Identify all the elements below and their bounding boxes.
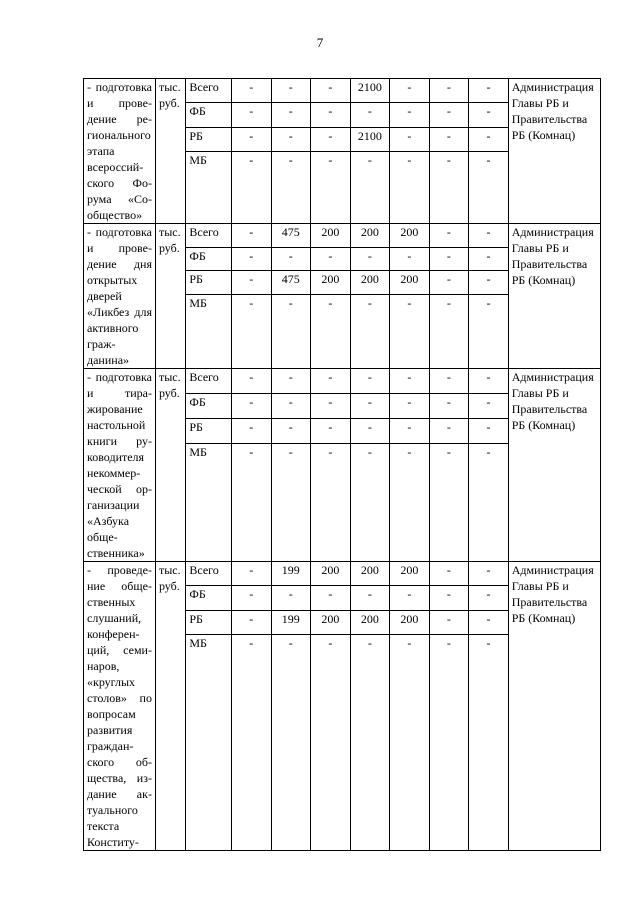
amount-cell: -: [469, 224, 509, 248]
amount-cell: -: [231, 444, 271, 562]
amount-cell: 200: [350, 271, 390, 295]
amount-cell: -: [390, 103, 430, 127]
amount-cell: -: [271, 79, 311, 103]
funding-source: ФБ: [186, 103, 232, 127]
amount-cell: -: [271, 444, 311, 562]
amount-cell: -: [429, 419, 469, 444]
amount-cell: -: [271, 127, 311, 151]
amount-cell: 199: [271, 610, 311, 634]
funding-source: РБ: [186, 610, 232, 634]
amount-cell: -: [350, 247, 390, 271]
amount-cell: -: [311, 419, 351, 444]
table-row: [84, 224, 601, 248]
amount-cell: -: [311, 634, 351, 850]
amount-cell: -: [350, 634, 390, 850]
amount-cell: 475: [271, 224, 311, 248]
amount-cell: -: [271, 103, 311, 127]
amount-cell: -: [311, 369, 351, 394]
activity-description: - подготовка и проведение регионального этапа всероссийского Форума «Сообщество»: [84, 79, 156, 224]
funding-source: РБ: [186, 127, 232, 151]
amount-cell: -: [429, 562, 469, 586]
amount-cell: -: [429, 369, 469, 394]
funding-source: Всего: [186, 562, 232, 586]
amount-cell: -: [271, 586, 311, 610]
amount-cell: -: [429, 294, 469, 368]
amount-cell: -: [231, 369, 271, 394]
amount-cell: -: [311, 151, 351, 223]
amount-cell: -: [271, 369, 311, 394]
responsible-executor: Администрация Главы РБ и Правительства РБ (Комнац): [508, 562, 600, 851]
amount-cell: -: [390, 369, 430, 394]
amount-cell: -: [271, 394, 311, 419]
amount-cell: -: [390, 127, 430, 151]
funding-source: Всего: [186, 224, 232, 248]
table-row: [84, 562, 601, 586]
amount-cell: -: [390, 247, 430, 271]
amount-cell: -: [469, 151, 509, 223]
responsible-executor: Администрация Главы РБ и Правительства РБ (Комнац): [508, 369, 600, 562]
funding-source: ФБ: [186, 247, 232, 271]
funding-source: МБ: [186, 634, 232, 850]
amount-cell: -: [231, 127, 271, 151]
amount-cell: -: [429, 271, 469, 295]
funding-source: ФБ: [186, 586, 232, 610]
amount-cell: -: [469, 419, 509, 444]
funding-source: МБ: [186, 444, 232, 562]
amount-cell: -: [231, 610, 271, 634]
unit-cell: тыс. руб.: [155, 562, 185, 851]
amount-cell: 200: [350, 224, 390, 248]
amount-cell: -: [311, 586, 351, 610]
funding-source: РБ: [186, 419, 232, 444]
funding-source: МБ: [186, 294, 232, 368]
amount-cell: 2100: [350, 127, 390, 151]
amount-cell: -: [469, 369, 509, 394]
amount-cell: -: [429, 247, 469, 271]
amount-cell: -: [271, 247, 311, 271]
amount-cell: -: [231, 562, 271, 586]
amount-cell: -: [469, 562, 509, 586]
amount-cell: -: [350, 103, 390, 127]
amount-cell: -: [390, 586, 430, 610]
amount-cell: -: [231, 247, 271, 271]
amount-cell: -: [231, 271, 271, 295]
budget-table-body: [84, 79, 601, 851]
amount-cell: -: [429, 127, 469, 151]
amount-cell: -: [350, 419, 390, 444]
amount-cell: -: [311, 103, 351, 127]
amount-cell: -: [350, 394, 390, 419]
funding-source: МБ: [186, 151, 232, 223]
amount-cell: -: [231, 103, 271, 127]
activity-description: - проведение общественных слушаний, конференций, семинаров, «круглых столов» по вопросам развития гражданского общества, издание актуального текста Конститу-: [84, 562, 156, 851]
amount-cell: -: [469, 127, 509, 151]
amount-cell: -: [429, 610, 469, 634]
amount-cell: -: [231, 224, 271, 248]
amount-cell: -: [469, 610, 509, 634]
table-row: [84, 369, 601, 394]
amount-cell: -: [311, 79, 351, 103]
amount-cell: -: [231, 586, 271, 610]
amount-cell: -: [429, 103, 469, 127]
amount-cell: -: [390, 394, 430, 419]
amount-cell: 200: [311, 224, 351, 248]
amount-cell: -: [271, 634, 311, 850]
unit-cell: тыс. руб.: [155, 369, 185, 562]
unit-cell: тыс. руб.: [155, 224, 185, 369]
amount-cell: -: [231, 419, 271, 444]
amount-cell: -: [469, 394, 509, 419]
amount-cell: 200: [350, 610, 390, 634]
amount-cell: -: [469, 444, 509, 562]
amount-cell: -: [469, 247, 509, 271]
amount-cell: -: [350, 444, 390, 562]
amount-cell: -: [390, 634, 430, 850]
budget-table: [83, 78, 601, 851]
responsible-executor: Администрация Главы РБ и Правительства РБ (Комнац): [508, 224, 600, 369]
amount-cell: -: [390, 419, 430, 444]
funding-source: РБ: [186, 271, 232, 295]
amount-cell: -: [350, 369, 390, 394]
funding-source: ФБ: [186, 394, 232, 419]
amount-cell: -: [231, 394, 271, 419]
amount-cell: -: [429, 634, 469, 850]
funding-source: Всего: [186, 369, 232, 394]
table-row: [84, 79, 601, 103]
amount-cell: 199: [271, 562, 311, 586]
amount-cell: -: [271, 151, 311, 223]
amount-cell: -: [429, 151, 469, 223]
amount-cell: -: [429, 444, 469, 562]
activity-description: - подготовка и проведение дня открытых дверей «Ликбез для активного гражданина»: [84, 224, 156, 369]
amount-cell: -: [469, 294, 509, 368]
amount-cell: 200: [390, 224, 430, 248]
amount-cell: -: [350, 586, 390, 610]
amount-cell: 200: [350, 562, 390, 586]
activity-description: - подготовка и тиражирование настольной книги руководителя некоммерческой организации «Азбука общественника»: [84, 369, 156, 562]
amount-cell: -: [311, 444, 351, 562]
amount-cell: -: [429, 586, 469, 610]
amount-cell: -: [469, 271, 509, 295]
page-number: 7: [316, 35, 324, 50]
amount-cell: 475: [271, 271, 311, 295]
amount-cell: -: [311, 247, 351, 271]
amount-cell: 200: [311, 271, 351, 295]
amount-cell: -: [390, 294, 430, 368]
amount-cell: -: [429, 394, 469, 419]
amount-cell: 200: [390, 271, 430, 295]
amount-cell: -: [231, 151, 271, 223]
amount-cell: -: [350, 151, 390, 223]
amount-cell: -: [350, 294, 390, 368]
unit-cell: тыс. руб.: [155, 79, 185, 224]
amount-cell: -: [311, 394, 351, 419]
amount-cell: -: [271, 419, 311, 444]
amount-cell: -: [311, 294, 351, 368]
amount-cell: -: [390, 444, 430, 562]
amount-cell: -: [390, 79, 430, 103]
amount-cell: -: [231, 294, 271, 368]
amount-cell: -: [469, 586, 509, 610]
amount-cell: 200: [390, 610, 430, 634]
amount-cell: 200: [311, 562, 351, 586]
amount-cell: 200: [390, 562, 430, 586]
amount-cell: -: [429, 224, 469, 248]
amount-cell: -: [429, 79, 469, 103]
amount-cell: 200: [311, 610, 351, 634]
amount-cell: -: [469, 634, 509, 850]
responsible-executor: Администрация Главы РБ и Правительства РБ (Комнац): [508, 79, 600, 224]
amount-cell: -: [390, 151, 430, 223]
amount-cell: 2100: [350, 79, 390, 103]
amount-cell: -: [469, 79, 509, 103]
funding-source: Всего: [186, 79, 232, 103]
amount-cell: -: [231, 634, 271, 850]
amount-cell: -: [469, 103, 509, 127]
amount-cell: -: [311, 127, 351, 151]
amount-cell: -: [231, 79, 271, 103]
amount-cell: -: [271, 294, 311, 368]
